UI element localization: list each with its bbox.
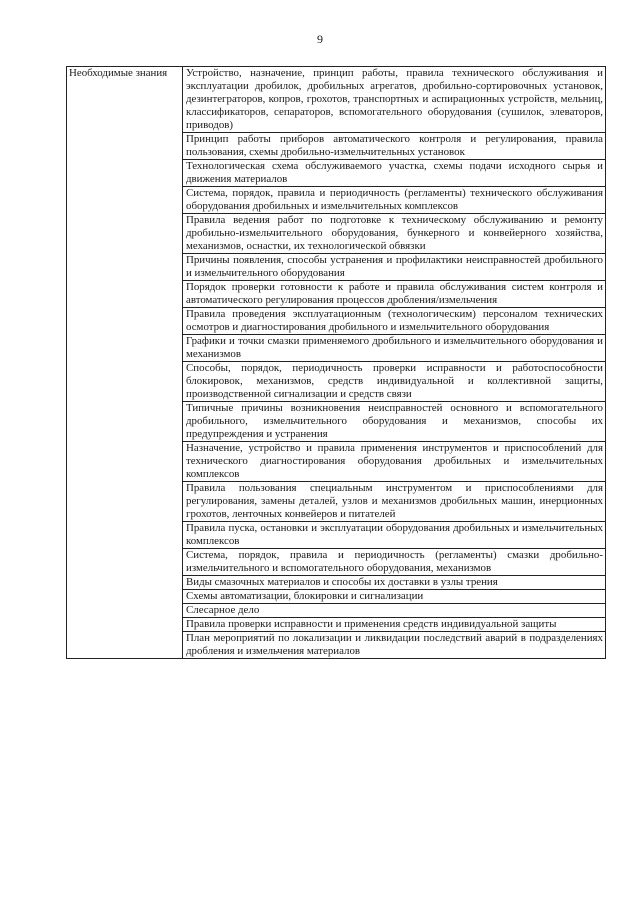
knowledge-item: Принцип работы приборов автоматического контроля и регулирования, правила пользования, схемы дробильно-измельчительных установок [183, 133, 606, 160]
knowledge-item: Устройство, назначение, принцип работы, правила технического обслуживания и эксплуатации дробилок, дробильных агрегатов, дробильно-сортировочных установок, дезинтеграторов, копров, грохотов, транспортных и аспирационных устройств, мельниц, классификаторов, сепараторов, вспомогательного оборудования (сушилок, элеваторов, приводов) [183, 67, 606, 133]
knowledge-item: Порядок проверки готовности к работе и правила обслуживания систем контроля и автоматического регулирования процессов дробления/измельчения [183, 281, 606, 308]
knowledge-item: Типичные причины возникновения неисправностей основного и вспомогательного дробильного, измельчительного оборудования и механизмов, способы их предупреждения и устранения [183, 402, 606, 442]
table-row [67, 67, 606, 133]
knowledge-item: Правила проверки исправности и применения средств индивидуальной защиты [183, 618, 606, 632]
knowledge-item: Причины появления, способы устранения и профилактики неисправностей дробильного и измельчительного оборудования [183, 254, 606, 281]
knowledge-item: Правила ведения работ по подготовке к техническому обслуживанию и ремонту дробильно-измельчительного оборудования, бункерного и конвейерного хозяйства, механизмов, оснастки, их технологической обвязки [183, 214, 606, 254]
knowledge-item: Технологическая схема обслуживаемого участка, схемы подачи исходного сырья и движения материалов [183, 160, 606, 187]
knowledge-item: Система, порядок, правила и периодичность (регламенты) смазки дробильно-измельчительного и вспомогательного оборудования, механизмов [183, 549, 606, 576]
knowledge-item: Правила пользования специальным инструментом и приспособлениями для регулирования, замены деталей, узлов и механизмов дробильных машин, инерционных грохотов, ленточных конвейеров и питателей [183, 482, 606, 522]
knowledge-item: Правила проведения эксплуатационным (технологическим) персоналом технических осмотров и диагностирования дробильного и измельчительного оборудования [183, 308, 606, 335]
knowledge-item: Система, порядок, правила и периодичность (регламенты) технического обслуживания оборудования дробильных и измельчительных комплексов [183, 187, 606, 214]
knowledge-item: Правила пуска, остановки и эксплуатации оборудования дробильных и измельчительных комплексов [183, 522, 606, 549]
knowledge-item: Графики и точки смазки применяемого дробильного и измельчительного оборудования и механизмов [183, 335, 606, 362]
knowledge-item: Способы, порядок, периодичность проверки исправности и работоспособности блокировок, механизмов, средств индивидуальной и коллективной защиты, производственной сигнализации и средств связи [183, 362, 606, 402]
knowledge-item: Виды смазочных материалов и способы их доставки в узлы трения [183, 576, 606, 590]
knowledge-item: План мероприятий по локализации и ликвидации последствий аварий в подразделениях дробления и измельчения материалов [183, 632, 606, 659]
knowledge-item: Назначение, устройство и правила применения инструментов и приспособлений для технического диагностирования оборудования дробильных и измельчительных комплексов [183, 442, 606, 482]
knowledge-item: Схемы автоматизации, блокировки и сигнализации [183, 590, 606, 604]
section-label: Необходимые знания [67, 67, 183, 659]
page-number: 9 [317, 32, 323, 46]
knowledge-item: Слесарное дело [183, 604, 606, 618]
knowledge-table [66, 66, 606, 659]
